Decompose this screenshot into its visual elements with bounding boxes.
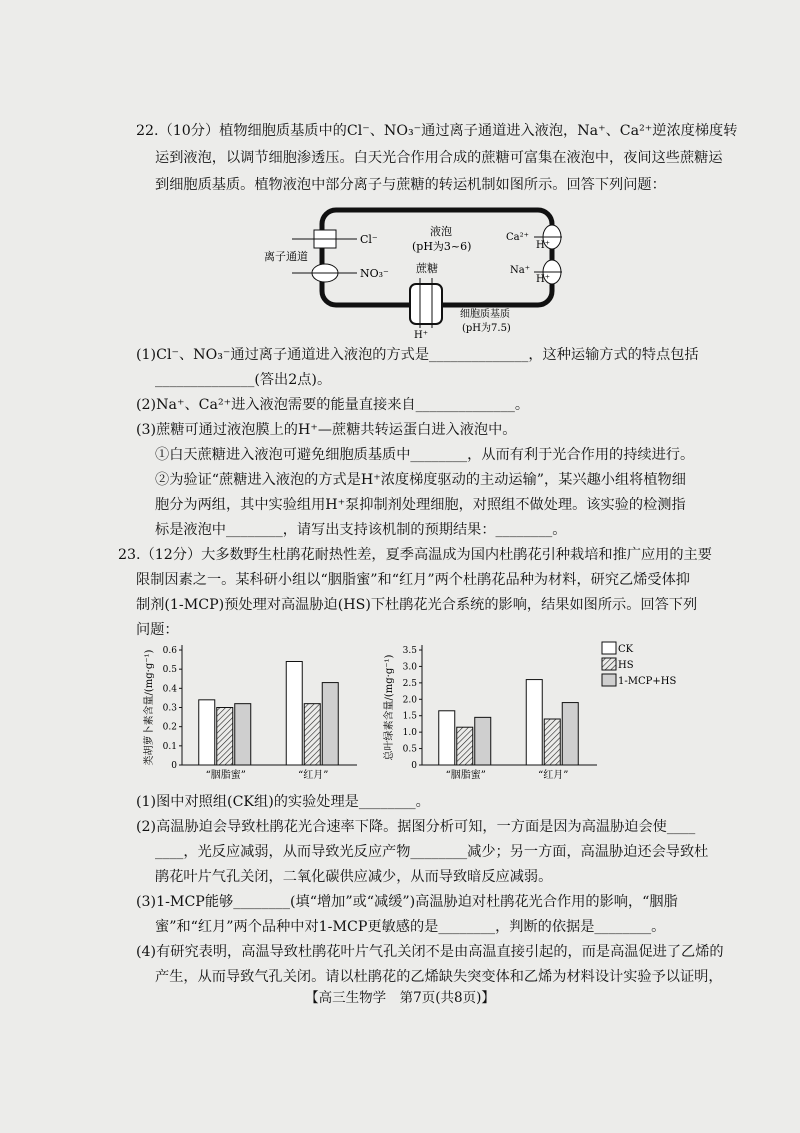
y-tick-label: 0.5 xyxy=(162,665,177,676)
ca-label: Ca²⁺ xyxy=(506,232,529,243)
sucrose-label: 蔗糖 xyxy=(416,262,438,275)
q22-sub3b-line2: 胞分为两组，其中实验组用H⁺泵抑制剂处理细胞，对照组不做处理。该实验的检测指 xyxy=(155,497,686,513)
y-tick-label: 0.5 xyxy=(402,744,417,755)
page-footer: 【高三生物学 第7页(共8页)】 xyxy=(305,990,495,1006)
bar-ck-1 xyxy=(286,662,302,766)
ion-channel-label: 离子通道 xyxy=(264,250,308,263)
bar-1-mcp-hs-1 xyxy=(322,683,338,765)
bar-hs-0 xyxy=(217,708,233,766)
q22-sub1-line1: (1)Cl⁻、NO₃⁻通过离子通道进入液泡的方式是______________，这种运输方式的特点包括 xyxy=(136,347,699,363)
q22-sub2: (2)Na⁺、Ca²⁺进入液泡需要的能量直接来自______________。 xyxy=(136,397,530,413)
q22-sub3: (3)蔗糖可通过液泡膜上的H⁺—蔗糖共转运蛋白进入液泡中。 xyxy=(136,422,517,438)
q23-sub2-line3: 鹃花叶片气孔关闭，二氧化碳供应减少，从而导致暗反应减弱。 xyxy=(155,869,553,885)
bar-1-mcp-hs-0 xyxy=(235,704,251,765)
vacuole-ph-label: (pH为3~6) xyxy=(412,240,472,253)
legend-swatch-ck xyxy=(602,642,616,654)
q23-sub3-line2: 蜜”和“红月”两个品种中对1-MCP更敏感的是________，判断的依据是________。 xyxy=(155,919,666,935)
y-axis-label: 类胡萝卜素含量/(mg·g⁻¹) xyxy=(144,649,155,766)
q23-sub4-line2: 产生，从而导致气孔关闭。请以杜鹃花的乙烯缺失突变体和乙烯为材料设计实验予以证明， xyxy=(155,969,723,985)
h-na-label: H⁺ xyxy=(536,274,550,285)
q23-line1: 23.（12分）大多数野生杜鹃花耐热性差，夏季高温成为国内杜鹃花引种栽培和推广应用的主要 xyxy=(118,547,712,563)
legend-label-ck: CK xyxy=(618,644,634,655)
q23-sub2-line2: ____，光反应减弱，从而导致光反应产物________减少；另一方面，高温胁迫还会导致杜 xyxy=(155,844,709,860)
transport-diagram xyxy=(262,200,562,340)
bar-hs-0 xyxy=(457,727,473,765)
q22-line3: 到细胞质基质。植物液泡中部分离子与蔗糖的转运机制如图所示。回答下列问题： xyxy=(155,177,666,193)
y-tick-label: 3.0 xyxy=(402,662,417,673)
bar-1-mcp-hs-1 xyxy=(562,703,578,765)
legend-swatch-mcp xyxy=(602,674,616,686)
y-tick-label: 0.2 xyxy=(162,722,177,733)
y-tick-label: 0.3 xyxy=(162,703,177,714)
y-tick-label: 1.5 xyxy=(402,711,417,722)
q22-sub3b-line3: 标是液泡中________，请写出支持该机制的预期结果：________。 xyxy=(155,522,567,538)
category-label: “红月” xyxy=(298,770,329,781)
y-tick-label: 0 xyxy=(171,761,177,771)
q23-sub3-line1: (3)1-MCP能够________(填“增加”或“减缓”)高温胁迫对杜鹃花光合作用的影响，“胭脂 xyxy=(136,894,678,910)
q22-sub3a: ①白天蔗糖进入液泡可避免细胞质基质中________，从而有利于光合作用的持续进行。 xyxy=(155,447,695,463)
category-label: “胭脂蜜” xyxy=(445,770,486,781)
category-label: “红月” xyxy=(538,770,569,781)
q22-line2: 运到液泡，以调节细胞渗透压。白天光合作用合成的蔗糖可富集在液泡中，夜间这些蔗糖运 xyxy=(155,150,723,166)
bar-ck-1 xyxy=(526,680,542,765)
carotenoid-chart xyxy=(140,640,380,785)
vacuole-label: 液泡 xyxy=(430,225,452,238)
cytoplasm-label: 细胞质基质 xyxy=(460,309,510,320)
bar-ck-0 xyxy=(439,711,455,765)
sucrose-transporter-icon xyxy=(410,284,442,324)
bar-1-mcp-hs-0 xyxy=(475,717,491,765)
q23-line2: 限制因素之一。某科研小组以“胭脂蜜”和“红月”两个杜鹃花品种为材料，研究乙烯受体抑 xyxy=(136,572,690,588)
chlorophyll-chart xyxy=(380,640,680,785)
h-bottom-label: H⁺ xyxy=(414,330,428,340)
q23-sub1: (1)图中对照组(CK组)的实验处理是________。 xyxy=(136,794,430,810)
category-label: “胭脂蜜” xyxy=(205,770,246,781)
y-tick-label: 0.6 xyxy=(162,646,177,656)
bar-ck-0 xyxy=(199,700,215,765)
q23-line4: 问题： xyxy=(136,622,179,638)
no3-label: NO₃⁻ xyxy=(360,267,389,280)
h-ca-label: H⁺ xyxy=(536,240,550,251)
q23-sub4-line1: (4)有研究表明，高温导致杜鹃花叶片气孔关闭不是由高温直接引起的，而是高温促进了乙烯的 xyxy=(136,944,724,960)
y-tick-label: 0.4 xyxy=(162,684,177,695)
cl-label: Cl⁻ xyxy=(360,233,378,246)
y-tick-label: 0 xyxy=(411,761,417,771)
bar-hs-1 xyxy=(544,719,560,765)
q22-sub3b-line1: ②为验证“蔗糖进入液泡的方式是H⁺浓度梯度驱动的主动运输”，某兴趣小组将植物细 xyxy=(155,472,686,488)
y-tick-label: 1.0 xyxy=(402,728,417,739)
y-axis-label: 总叶绿素含量/(mg·g⁻¹) xyxy=(384,654,395,761)
na-label: Na⁺ xyxy=(510,265,530,276)
legend-swatch-hs xyxy=(602,658,616,670)
legend-label-hs: HS xyxy=(618,660,634,671)
q22-line1: 22.（10分）植物细胞质基质中的Cl⁻、NO₃⁻通过离子通道进入液泡，Na⁺、Ca²⁺逆浓度梯度转 xyxy=(136,123,738,139)
y-tick-label: 3.5 xyxy=(402,646,417,656)
y-tick-label: 2.5 xyxy=(402,678,417,689)
legend-label-mcp: 1-MCP+HS xyxy=(618,676,677,687)
q23-line3: 制剂(1-MCP)预处理对高温胁迫(HS)下杜鹃花光合系统的影响，结果如图所示。回答下列 xyxy=(136,597,698,613)
bar-hs-1 xyxy=(304,704,320,765)
q22-sub1-line2: ______________(答出2点)。 xyxy=(155,372,332,388)
q23-sub2-line1: (2)高温胁迫会导致杜鹃花光合速率下降。据图分析可知，一方面是因为高温胁迫会使____ xyxy=(136,819,696,835)
cytoplasm-ph-label: (pH为7.5) xyxy=(462,323,511,334)
y-tick-label: 2.0 xyxy=(402,695,417,706)
y-tick-label: 0.1 xyxy=(162,741,177,752)
